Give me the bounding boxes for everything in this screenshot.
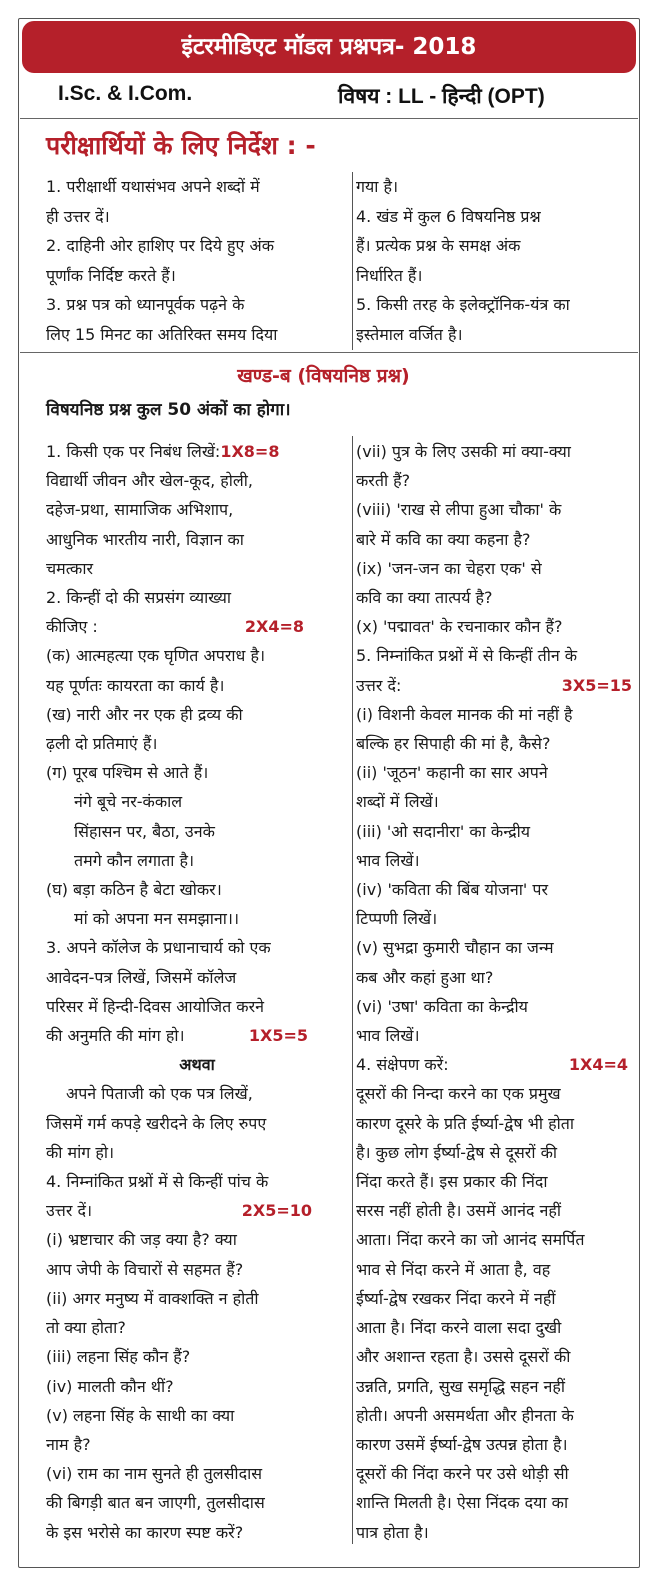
question-line: (vii) पुत्र के लिए उसकी मां क्या-क्या — [356, 442, 571, 461]
question-line: नाम है? — [46, 1434, 91, 1454]
marks-label: 3X5=15 — [561, 675, 632, 695]
instruction-line: पूर्णांक निर्दिष्ट करते हैं। — [46, 265, 176, 285]
verse-line: तमगे कौन लगाता है। — [74, 850, 195, 870]
question-line: परिसर में हिन्दी-दिवस आयोजित करने — [46, 996, 265, 1016]
question-line: (viii) 'राख से लीपा हुआ चौका' के — [356, 500, 562, 520]
instruction-line: 4. खंड में कुल 6 विषयनिष्ठ प्रश्न — [356, 206, 541, 226]
passage-line: आता है। निंदा करने वाला सदा दुखी — [356, 1318, 562, 1338]
question-line — [356, 671, 638, 700]
instructions-column-divider — [352, 172, 353, 350]
question-line: (x) 'पद्मावत' के रचनाकार कौन हैं? — [356, 617, 563, 637]
question-line: आवेदन-पत्र लिखें, जिसमें कॉलेज — [46, 967, 237, 987]
question-line: ढ़ली दो प्रतिमाएं हैं। — [46, 734, 158, 754]
page-title: इंटरमीडिएट मॉडल प्रश्नपत्र- 2018 — [22, 21, 636, 73]
question-line: (vi) राम का नाम सुनते ही तुलसीदास — [46, 1464, 263, 1484]
passage-line: कारण दूसरे के प्रति ईर्ष्या-द्वेष भी होता — [356, 1113, 575, 1133]
question-line: यह पूर्णतः कायरता का कार्य है। — [46, 675, 225, 695]
verse-line: सिंहासन पर, बैठा, उनके — [74, 821, 215, 841]
right-column — [356, 437, 638, 1547]
question-line: (iii) लहना सिंह कौन हैं? — [46, 1347, 191, 1367]
question-line: (ii) अगर मनुष्य में वाक्शक्ति न होती — [46, 1288, 259, 1308]
question-line — [46, 612, 348, 641]
question-line: (iv) 'कविता की बिंब योजना' पर — [356, 880, 549, 900]
passage-line: कारण उसमें ईर्ष्या-द्वेष उत्पन्न होता है। — [356, 1434, 568, 1454]
question-line: (ix) 'जन-जन का चेहरा एक' से — [356, 558, 542, 578]
question-line — [46, 437, 348, 466]
verse-line: मां को अपना मन समझाना।। — [74, 909, 240, 929]
question-line: (i) विशनी केवल मानक की मां नहीं है — [356, 704, 573, 724]
instruction-line: लिए 15 मिनट का अतिरिक्त समय दिया — [46, 324, 278, 344]
question-line: (घ) बड़ा कठिन है बेटा खोकर। — [46, 880, 222, 900]
header-divider — [20, 118, 638, 119]
verse-line: नंगे बूचे नर-कंकाल — [74, 792, 183, 812]
question-line: (ii) 'जूठन' कहानी का सार अपने — [356, 763, 548, 783]
passage-line: उन्नति, प्रगति, सुख समृद्धि सहन नहीं — [356, 1376, 566, 1396]
text-fragment: उत्तर दें: — [356, 675, 402, 695]
instruction-line: 2. दाहिनी ओर हाशिए पर दिये हुए अंक — [46, 236, 275, 256]
question-line: भाव लिखें। — [356, 1026, 420, 1046]
instruction-line: निर्धारित हैं। — [356, 265, 423, 285]
passage-line: दूसरों की निंदा करने पर उसे थोड़ी सी — [356, 1464, 569, 1484]
passage-line: शान्ति मिलती है। ऐसा निंदक दया का — [356, 1493, 569, 1513]
question-line: 2. किन्हीं दो की सप्रसंग व्याख्या — [46, 588, 232, 608]
marks-label: 1X4=4 — [568, 1055, 628, 1075]
question-line: दहेज-प्रथा, सामाजिक अभिशाप, — [46, 500, 234, 520]
question-line: बल्कि हर सिपाही की मां है, कैसे? — [356, 734, 551, 754]
subject-label: विषय : LL - हिन्दी (OPT) — [338, 85, 545, 108]
section-divider — [20, 352, 638, 353]
question-line: की बिगड़ी बात बन जाएगी, तुलसीदास — [46, 1493, 265, 1513]
passage-line: भाव से निंदा करने में आता है, वह — [356, 1259, 551, 1279]
question-line: (v) लहना सिंह के साथी का क्या — [46, 1405, 235, 1425]
passage-line: निंदा करते हैं। इस प्रकार की निंदा — [356, 1172, 548, 1192]
text-fragment: 4. संक्षेपण करें: — [356, 1055, 449, 1075]
athva-label: अथवा — [179, 1055, 215, 1075]
question-line: (vi) 'उषा' कविता का केन्द्रीय — [356, 996, 528, 1016]
question-line: कब और कहां हुआ था? — [356, 967, 494, 987]
text-fragment: उत्तर दें। — [46, 1201, 93, 1221]
text-fragment: 1. किसी एक पर निबंध लिखें: — [46, 442, 221, 461]
text-fragment: की अनुमति की मांग हो। — [46, 1026, 185, 1046]
question-line: भाव लिखें। — [356, 850, 420, 870]
instruction-line: हैं। प्रत्येक प्रश्न के समक्ष अंक — [356, 236, 521, 256]
question-line: बारे में कवि का क्या कहना है? — [356, 529, 531, 549]
question-line: तो क्या होता? — [46, 1318, 126, 1338]
question-line: (ग) पूरब पश्चिम से आते हैं। — [46, 763, 209, 783]
marks-label: 2X5=10 — [241, 1201, 312, 1221]
question-line — [356, 1050, 638, 1079]
section-subtitle: विषयनिष्ठ प्रश्न कुल 50 अंकों का होगा। — [46, 400, 291, 420]
question-line: आधुनिक भारतीय नारी, विज्ञान का — [46, 529, 244, 549]
question-line: (i) भ्रष्टाचार की जड़ क्या है? क्या — [46, 1230, 237, 1250]
instructions-title: परीक्षार्थियों के लिए निर्देश : - — [46, 131, 316, 160]
question-line: (iii) 'ओ सदानीरा' का केन्द्रीय — [356, 821, 531, 841]
passage-line: है। कुछ लोग ईर्ष्या-द्वेष से दूसरों की — [356, 1142, 558, 1162]
passage-line: ईर्ष्या-द्वेष रखकर निंदा करने में नहीं — [356, 1288, 556, 1308]
question-line: आप जेपी के विचारों से सहमत हैं? — [46, 1259, 244, 1279]
question-line: 5. निम्नांकित प्रश्नों में से किन्हीं तीन के — [356, 646, 578, 666]
passage-line: होती। अपनी असमर्थता और हीनता के — [356, 1405, 574, 1425]
instruction-line: ही उत्तर दें। — [46, 206, 110, 226]
marks-label: 1X5=5 — [248, 1026, 308, 1046]
question-line: चमत्कार — [46, 558, 94, 578]
instruction-line: 3. प्रश्न पत्र को ध्यानपूर्वक पढ़ने के — [46, 295, 245, 315]
question-line: टिप्पणी लिखें। — [356, 909, 438, 929]
question-line: शब्दों में लिखें। — [356, 792, 439, 812]
question-line: करती हैं? — [356, 471, 411, 491]
instructions-left — [46, 172, 346, 350]
passage-line: और अशान्त रहता है। उससे दूसरों की — [356, 1347, 571, 1367]
question-line: की मांग हो। — [46, 1142, 115, 1162]
passage-line: आता। निंदा करने का जो आनंद समर्पित — [356, 1230, 585, 1250]
section-title: खण्ड-ब (विषयनिष्ठ प्रश्न) — [237, 365, 410, 387]
question-line: (क) आत्महत्या एक घृणित अपराध है। — [46, 646, 266, 666]
instruction-line: इस्तेमाल वर्जित है। — [356, 324, 463, 344]
question-line: (v) सुभद्रा कुमारी चौहान का जन्म — [356, 938, 554, 958]
question-line — [46, 1196, 348, 1225]
instruction-line: 5. किसी तरह के इलेक्ट्रॉनिक-यंत्र का — [356, 295, 570, 315]
stream-label: I.Sc. & I.Com. — [58, 82, 193, 105]
text-fragment: कीजिए : — [46, 617, 98, 637]
marks-label: 2X4=8 — [244, 617, 304, 637]
question-line: 4. निम्नांकित प्रश्नों में से किन्हीं पांच के — [46, 1172, 269, 1192]
column-divider — [352, 436, 353, 1544]
question-line: विद्यार्थी जीवन और खेल-कूद, होली, — [46, 471, 253, 491]
passage-line: सरस नहीं होती है। उसमें आनंद नहीं — [356, 1201, 562, 1221]
instructions-right — [356, 172, 636, 350]
question-line: के इस भरोसे का कारण स्पष्ट करें? — [46, 1522, 244, 1542]
instruction-line: गया है। — [356, 177, 399, 196]
instruction-line: 1. परीक्षार्थी यथासंभव अपने शब्दों में — [46, 177, 260, 196]
passage-line: दूसरों की निन्दा करने का एक प्रमुख — [356, 1084, 561, 1104]
question-line: (iv) मालती कौन थीं? — [46, 1376, 174, 1396]
question-line: जिसमें गर्म कपड़े खरीदने के लिए रुपए — [46, 1113, 267, 1133]
question-line: 3. अपने कॉलेज के प्रधानाचार्य को एक — [46, 938, 271, 958]
question-line: अपने पिताजी को एक पत्र लिखें, — [66, 1084, 253, 1104]
left-column — [46, 437, 348, 1547]
passage-line: पात्र होता है। — [356, 1522, 429, 1542]
question-line: कवि का क्या तात्पर्य है? — [356, 588, 493, 608]
question-line: (ख) नारी और नर एक ही द्रव्य की — [46, 704, 243, 724]
marks-label: 1X8=8 — [220, 442, 280, 461]
question-line — [46, 1021, 348, 1050]
